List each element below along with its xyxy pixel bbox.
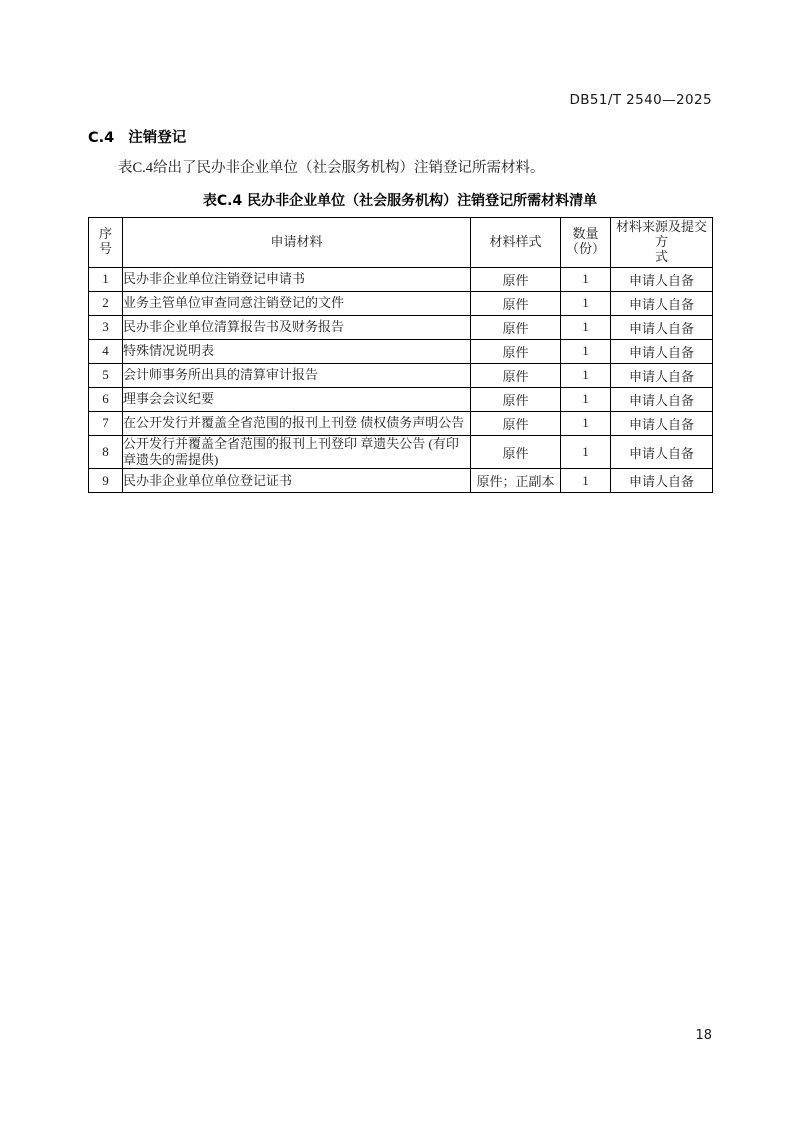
cell-quantity: 1	[561, 363, 611, 387]
cell-seq: 3	[89, 315, 123, 339]
table-row	[89, 291, 713, 315]
column-header-style: 材料样式	[471, 218, 561, 268]
cell-material: 民办非企业单位单位登记证书	[123, 469, 471, 493]
cell-material: 在公开发行并覆盖全省范围的报刊上刊登 债权债务声明公告	[123, 411, 471, 435]
page-number: 18	[695, 1028, 712, 1043]
cell-style: 原件	[471, 387, 561, 411]
table-header	[89, 218, 713, 268]
table-header-row	[89, 218, 713, 268]
column-header-quantity-line2: （份）	[565, 241, 605, 257]
cell-material: 业务主管单位审查同意注销登记的文件	[123, 291, 471, 315]
standard-code-header: DB51/T 2540—2025	[569, 92, 712, 108]
table-row	[89, 315, 713, 339]
table-row	[89, 435, 713, 469]
cell-style: 原件	[471, 291, 561, 315]
column-header-source-line1: 材料来源及提交方	[615, 219, 707, 249]
table-row	[89, 387, 713, 411]
table-row	[89, 339, 713, 363]
cell-seq: 6	[89, 387, 123, 411]
column-header-seq-line2: 号	[98, 241, 112, 257]
cell-style: 原件	[471, 411, 561, 435]
cell-source: 申请人自备	[611, 267, 713, 291]
cell-material: 理事会会议纪要	[123, 387, 471, 411]
cell-style: 原件	[471, 339, 561, 363]
cell-seq: 2	[89, 291, 123, 315]
table-row	[89, 411, 713, 435]
cell-style: 原件；正副本	[471, 469, 561, 493]
cell-style: 原件	[471, 315, 561, 339]
table-caption: 表C.4 民办非企业单位（社会服务机构）注销登记所需材料清单	[202, 193, 598, 209]
column-header-quantity-line1: 数量	[572, 226, 599, 242]
cell-source: 申请人自备	[611, 315, 713, 339]
intro-paragraph: 表C.4给出了民办非企业单位（社会服务机构）注销登记所需材料。	[118, 160, 545, 176]
column-header-seq	[89, 218, 123, 268]
table-row	[89, 469, 713, 493]
column-header-material: 申请材料	[123, 218, 471, 268]
table-row	[89, 267, 713, 291]
column-header-quantity	[561, 218, 611, 268]
column-header-source-line2: 式	[654, 248, 668, 264]
cell-source: 申请人自备	[611, 411, 713, 435]
cell-quantity: 1	[561, 339, 611, 363]
cell-quantity: 1	[561, 291, 611, 315]
cell-seq: 9	[89, 469, 123, 493]
cell-material: 特殊情况说明表	[123, 339, 471, 363]
column-header-seq-line1: 序	[98, 226, 112, 242]
materials-table	[88, 217, 713, 493]
cell-seq: 8	[89, 435, 123, 469]
cell-seq: 4	[89, 339, 123, 363]
clause-heading	[88, 126, 186, 147]
cell-quantity: 1	[561, 435, 611, 469]
cell-source: 申请人自备	[611, 435, 713, 469]
cell-source: 申请人自备	[611, 469, 713, 493]
clause-number: C.4	[88, 130, 115, 146]
table-row	[89, 363, 713, 387]
cell-material: 会计师事务所出具的清算审计报告	[123, 363, 471, 387]
cell-style: 原件	[471, 435, 561, 469]
table-body	[89, 267, 713, 493]
cell-quantity: 1	[561, 267, 611, 291]
cell-seq: 7	[89, 411, 123, 435]
cell-source: 申请人自备	[611, 387, 713, 411]
cell-source: 申请人自备	[611, 363, 713, 387]
materials-table-container	[88, 217, 712, 493]
cell-material: 公开发行并覆盖全省范围的报刊上刊登印 章遗失公告 (有印章遗失的需提供)	[123, 435, 471, 469]
clause-title: 注销登记	[128, 130, 187, 146]
cell-quantity: 1	[561, 411, 611, 435]
cell-seq: 1	[89, 267, 123, 291]
column-header-source	[611, 218, 713, 268]
cell-material: 民办非企业单位清算报告书及财务报告	[123, 315, 471, 339]
cell-source: 申请人自备	[611, 291, 713, 315]
cell-style: 原件	[471, 363, 561, 387]
cell-quantity: 1	[561, 387, 611, 411]
cell-seq: 5	[89, 363, 123, 387]
cell-source: 申请人自备	[611, 339, 713, 363]
cell-material: 民办非企业单位注销登记申请书	[123, 267, 471, 291]
cell-quantity: 1	[561, 469, 611, 493]
cell-style: 原件	[471, 267, 561, 291]
cell-quantity: 1	[561, 315, 611, 339]
